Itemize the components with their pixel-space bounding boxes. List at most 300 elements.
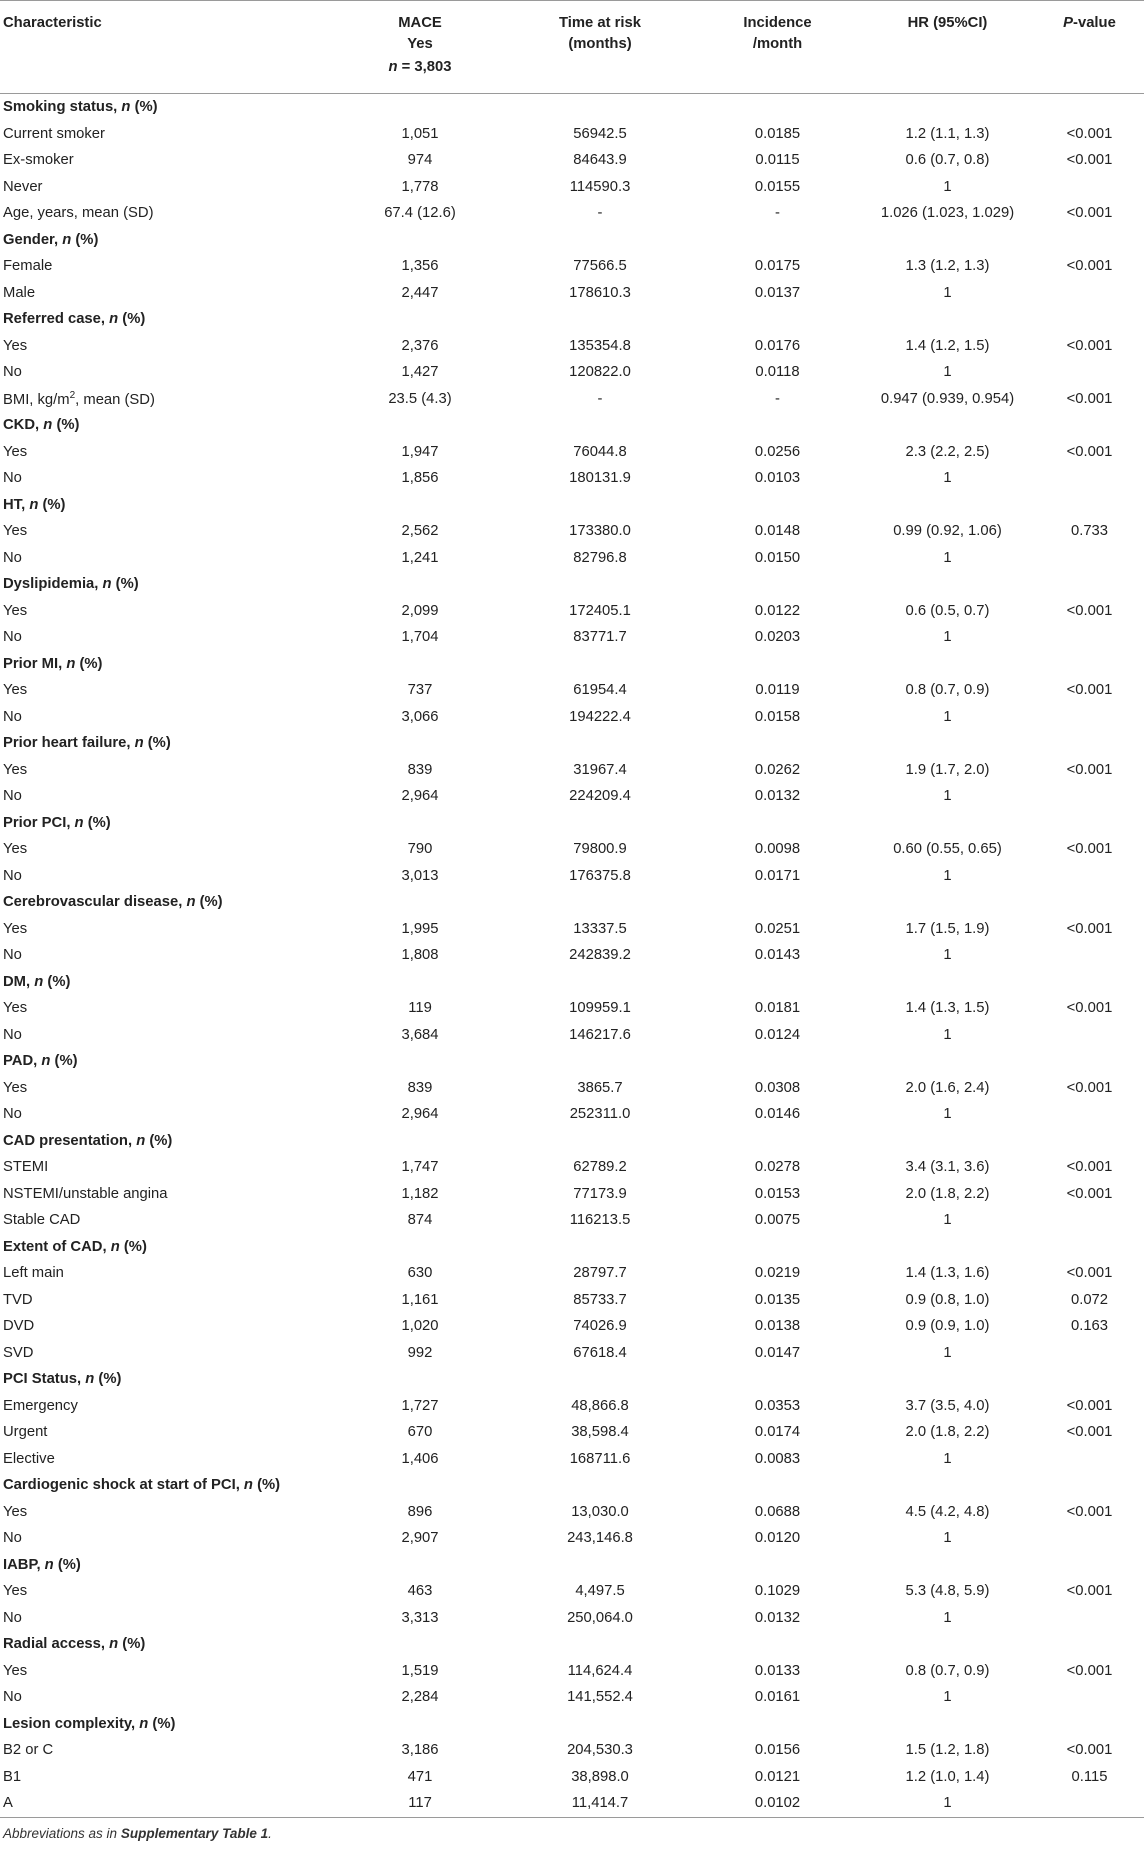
cell-incidence: 0.0278	[754, 1159, 801, 1176]
section-label: DM, n (%)	[3, 973, 71, 990]
cell-time-at-risk: 120822.0	[569, 364, 631, 381]
cell-incidence: 0.0121	[754, 1768, 801, 1785]
cell-time-at-risk: 204,530.3	[567, 1742, 633, 1759]
cell-characteristic: Left main	[3, 1265, 64, 1282]
section-label: PAD, n (%)	[3, 1053, 78, 1070]
cell-incidence: 0.0147	[754, 1344, 801, 1361]
cell-pvalue: 0.733	[1070, 523, 1109, 540]
cell-mace: 896	[407, 1503, 433, 1520]
section-label: Referred case, n (%)	[3, 311, 146, 328]
cell-hr: 1	[943, 1530, 952, 1547]
cell-incidence: 0.0124	[754, 1026, 801, 1043]
cell-incidence: 0.0256	[754, 443, 801, 460]
cell-mace: 1,051	[401, 125, 439, 142]
cell-pvalue	[1035, 280, 1144, 307]
cell-time-at-risk: -	[597, 205, 603, 222]
cell-hr: 1	[943, 1106, 952, 1123]
cell-hr: 0.6 (0.5, 0.7)	[905, 602, 990, 619]
cell-hr: 1	[943, 1212, 952, 1229]
cell-hr: 1	[943, 549, 952, 566]
cell-mace: 3,013	[401, 867, 439, 884]
cell-mace: 1,356	[401, 258, 439, 275]
cell-incidence: 0.0153	[754, 1185, 801, 1202]
cell-hr: 1	[943, 364, 952, 381]
cell-time-at-risk: 242839.2	[569, 947, 631, 964]
cell-characteristic: B2 or C	[3, 1742, 54, 1759]
cell-time-at-risk: 250,064.0	[567, 1609, 633, 1626]
cell-pvalue: 0.163	[1070, 1318, 1109, 1335]
cell-pvalue	[1035, 704, 1144, 731]
cell-hr: 0.8 (0.7, 0.9)	[905, 682, 990, 699]
section-row	[0, 1631, 1144, 1658]
table-row	[0, 757, 1144, 784]
cell-pvalue	[1035, 942, 1144, 969]
cell-hr: 1	[943, 947, 952, 964]
cell-time-at-risk: 224209.4	[569, 788, 631, 805]
table-row	[0, 704, 1144, 731]
cell-characteristic: A	[0, 1790, 335, 1817]
cell-pvalue: <0.001	[1066, 602, 1113, 619]
cell-mace: 630	[407, 1265, 433, 1282]
table-row	[0, 1684, 1144, 1711]
cell-mace: 1,519	[401, 1662, 439, 1679]
cell-mace: 67.4 (12.6)	[384, 205, 456, 222]
table-row	[0, 1658, 1144, 1685]
cell-incidence: 0.0146	[754, 1106, 801, 1123]
cell-pvalue: <0.001	[1066, 761, 1113, 778]
footnote: Abbreviations as in Supplementary Table 1.	[3, 1826, 272, 1841]
cell-time-at-risk: 79800.9	[573, 841, 627, 858]
cell-pvalue	[1035, 1525, 1144, 1552]
cell-characteristic: Current smoker	[3, 125, 105, 142]
cell-characteristic: Ex-smoker	[3, 152, 74, 169]
cell-incidence: 0.0075	[754, 1212, 801, 1229]
cell-incidence: 0.0161	[754, 1689, 801, 1706]
cell-incidence: 0.0135	[754, 1291, 801, 1308]
cell-pvalue	[1035, 1446, 1144, 1473]
footnote-ref: Supplementary Table 1	[120, 1826, 269, 1841]
cell-pvalue	[1035, 783, 1144, 810]
cell-hr: 1	[943, 470, 952, 487]
cell-mace: 1,808	[401, 947, 439, 964]
cell-pvalue: <0.001	[1066, 1662, 1113, 1679]
cell-hr: 1	[860, 1790, 1035, 1817]
cell-pvalue: <0.001	[1066, 1079, 1113, 1096]
cell-mace: 974	[407, 152, 433, 169]
cell-hr: 2.0 (1.8, 2.2)	[905, 1424, 990, 1441]
section-row	[0, 1711, 1144, 1738]
cell-pvalue	[1035, 863, 1144, 890]
cell-mace: 119	[408, 1000, 432, 1017]
cell-incidence: 0.0143	[754, 947, 801, 964]
cell-time-at-risk: 178610.3	[569, 284, 631, 301]
table-row	[0, 1419, 1144, 1446]
table-row	[0, 200, 1144, 227]
cell-mace: 790	[407, 841, 433, 858]
cell-hr: 3.4 (3.1, 3.6)	[905, 1159, 990, 1176]
section-row	[0, 969, 1144, 996]
cell-mace: 1,161	[401, 1291, 439, 1308]
section-row	[0, 730, 1144, 757]
header-characteristic: Characteristic	[0, 1, 335, 94]
cell-time-at-risk: 38,898.0	[571, 1768, 629, 1785]
cell-pvalue: <0.001	[1066, 258, 1113, 275]
cell-incidence: 0.0156	[754, 1742, 801, 1759]
table-row	[0, 1313, 1144, 1340]
cell-time-at-risk: 77173.9	[573, 1185, 627, 1202]
section-label: Radial access, n (%)	[3, 1636, 146, 1653]
table-row	[0, 624, 1144, 651]
cell-incidence: 0.0353	[754, 1397, 801, 1414]
cell-pvalue	[1035, 1605, 1144, 1632]
cell-incidence: 0.0098	[754, 841, 801, 858]
table-row	[0, 1287, 1144, 1314]
cell-characteristic: Yes	[3, 761, 28, 778]
table-row	[0, 1207, 1144, 1234]
cell-mace: 463	[407, 1583, 433, 1600]
cell-characteristic: Elective	[3, 1450, 55, 1467]
table-row	[0, 359, 1144, 386]
cell-incidence: 0.0203	[754, 629, 801, 646]
cell-hr: 2.3 (2.2, 2.5)	[905, 443, 990, 460]
header-incidence	[695, 1, 860, 94]
cell-incidence: 0.0219	[754, 1265, 801, 1282]
cell-characteristic: No	[3, 1026, 22, 1043]
cell-characteristic: No	[3, 788, 22, 805]
section-label: Prior MI, n (%)	[3, 655, 103, 672]
cell-characteristic: BMI, $kg/m^2$, mean (SD)	[3, 389, 155, 408]
table-row	[0, 1393, 1144, 1420]
cell-mace: 471	[407, 1768, 433, 1785]
section-row	[0, 492, 1144, 519]
cell-incidence: 0.1029	[754, 1583, 801, 1600]
section-row	[0, 1234, 1144, 1261]
cell-pvalue: <0.001	[1066, 1000, 1113, 1017]
cell-characteristic: Yes	[3, 602, 28, 619]
cell-time-at-risk: 82796.8	[573, 549, 627, 566]
cell-hr: 1.026 (1.023, 1.029)	[880, 205, 1015, 222]
cell-hr: 5.3 (4.8, 5.9)	[905, 1583, 990, 1600]
cell-mace: 23.5 (4.3)	[388, 390, 452, 407]
cell-time-at-risk: 135354.8	[569, 337, 631, 354]
cell-mace: 3,684	[401, 1026, 439, 1043]
cell-characteristic: Yes	[3, 682, 28, 699]
table-row	[0, 1446, 1144, 1473]
cell-hr: 0.8 (0.7, 0.9)	[905, 1662, 990, 1679]
section-row	[0, 810, 1144, 837]
cell-characteristic: Yes	[3, 1503, 28, 1520]
cell-mace: 2,284	[401, 1689, 439, 1706]
cell-mace: 1,727	[401, 1397, 439, 1414]
cell-characteristic: B1	[3, 1768, 22, 1785]
cell-mace: 1,020	[401, 1318, 439, 1335]
cell-incidence: 0.0102	[695, 1790, 860, 1817]
table-row	[0, 253, 1144, 280]
cell-mace: 3,313	[401, 1609, 439, 1626]
table-row	[0, 1101, 1144, 1128]
table-row	[0, 465, 1144, 492]
cell-incidence: -	[775, 390, 780, 407]
cell-time-at-risk: 11,414.7	[505, 1790, 695, 1817]
header-time	[505, 1, 695, 94]
cell-hr: 1	[943, 1689, 952, 1706]
header-mace	[335, 1, 505, 94]
section-row	[0, 94, 1144, 121]
table-row	[0, 1260, 1144, 1287]
cell-incidence: 0.0115	[755, 152, 800, 169]
cell-characteristic: Yes	[3, 523, 28, 540]
cell-pvalue	[1035, 1340, 1144, 1367]
cell-characteristic: Yes	[3, 1079, 28, 1096]
cell-mace: 737	[407, 682, 433, 699]
cell-time-at-risk: 180131.9	[569, 470, 631, 487]
cell-characteristic: No	[3, 1689, 22, 1706]
cell-mace: 117	[335, 1790, 505, 1817]
section-label: Gender, n (%)	[3, 231, 99, 248]
cell-characteristic: TVD	[3, 1291, 33, 1308]
cell-time-at-risk: 74026.9	[573, 1318, 627, 1335]
cell-characteristic: No	[3, 867, 22, 884]
section-row	[0, 651, 1144, 678]
cell-incidence: 0.0120	[754, 1530, 801, 1547]
cell-incidence: 0.0185	[754, 125, 801, 142]
cell-hr: 1.7 (1.5, 1.9)	[905, 920, 990, 937]
cell-time-at-risk: 109959.1	[569, 1000, 631, 1017]
section-label: Smoking status, n (%)	[3, 99, 158, 116]
cell-mace: 2,099	[401, 602, 439, 619]
table-row	[0, 1154, 1144, 1181]
cell-pvalue: <0.001	[1066, 125, 1113, 142]
table-row	[0, 121, 1144, 148]
cell-time-at-risk: 173380.0	[569, 523, 631, 540]
table-row	[0, 174, 1144, 201]
table-row	[0, 836, 1144, 863]
cell-time-at-risk: 3865.7	[577, 1079, 623, 1096]
cell-mace: 2,447	[401, 284, 439, 301]
section-row	[0, 889, 1144, 916]
cell-mace: 874	[407, 1212, 433, 1229]
cell-characteristic: NSTEMI/unstable angina	[3, 1185, 168, 1202]
table-row	[0, 1499, 1144, 1526]
cell-characteristic: SVD	[3, 1344, 34, 1361]
cell-pvalue: <0.001	[1066, 841, 1113, 858]
cell-mace: 839	[407, 761, 433, 778]
cell-hr: 2.0 (1.8, 2.2)	[905, 1185, 990, 1202]
cell-incidence: 0.0133	[754, 1662, 801, 1679]
table-row	[0, 518, 1144, 545]
table-row	[0, 863, 1144, 890]
cell-time-at-risk: 48,866.8	[571, 1397, 629, 1414]
table-row	[0, 916, 1144, 943]
cell-time-at-risk: 85733.7	[573, 1291, 627, 1308]
cell-pvalue: <0.001	[1066, 1742, 1113, 1759]
cell-hr: 1.2 (1.1, 1.3)	[905, 125, 990, 142]
section-row	[0, 1048, 1144, 1075]
cell-time-at-risk: 13,030.0	[571, 1503, 629, 1520]
cell-mace: 1,995	[401, 920, 439, 937]
cell-hr: 1	[943, 284, 952, 301]
cell-hr: 0.9 (0.8, 1.0)	[905, 1291, 990, 1308]
cell-pvalue	[1035, 624, 1144, 651]
cell-pvalue: <0.001	[1066, 920, 1113, 937]
cell-mace: 1,427	[401, 364, 439, 381]
cell-time-at-risk: 176375.8	[569, 867, 631, 884]
table-row	[0, 439, 1144, 466]
cell-characteristic: No	[3, 1106, 22, 1123]
cell-time-at-risk: 114,624.4	[567, 1662, 633, 1679]
cell-time-at-risk: 252311.0	[569, 1106, 631, 1123]
section-label: Dyslipidemia, n (%)	[3, 576, 139, 593]
cell-time-at-risk: 38,598.4	[571, 1424, 629, 1441]
cell-incidence: 0.0122	[754, 602, 801, 619]
cell-hr: 1.5 (1.2, 1.8)	[905, 1742, 990, 1759]
section-label: CKD, n (%)	[3, 417, 80, 434]
cell-pvalue: <0.001	[1066, 205, 1113, 222]
cell-time-at-risk: 56942.5	[573, 125, 627, 142]
cell-incidence: 0.0148	[754, 523, 801, 540]
section-label: CAD presentation, n (%)	[3, 1132, 173, 1149]
cell-mace: 3,066	[401, 708, 439, 725]
cell-hr: 0.99 (0.92, 1.06)	[893, 523, 1002, 540]
table-row	[0, 1605, 1144, 1632]
table-row	[0, 995, 1144, 1022]
cell-time-at-risk: 116213.5	[569, 1212, 631, 1229]
cell-hr: 1.4 (1.3, 1.6)	[905, 1265, 990, 1282]
table-header	[0, 1, 1144, 94]
cell-characteristic: Yes	[3, 1583, 28, 1600]
cell-characteristic: Yes	[3, 337, 28, 354]
cell-characteristic: Yes	[3, 1662, 28, 1679]
cell-pvalue	[1035, 359, 1144, 386]
table-row	[0, 677, 1144, 704]
cell-mace: 1,182	[401, 1185, 439, 1202]
cell-time-at-risk: 4,497.5	[575, 1583, 625, 1600]
section-row	[0, 1552, 1144, 1579]
header-incidence-line1: Incidence	[743, 15, 812, 31]
cell-characteristic: Yes	[3, 443, 28, 460]
cell-incidence: -	[775, 205, 780, 222]
cell-pvalue	[1035, 1022, 1144, 1049]
cell-time-at-risk: 84643.9	[573, 152, 627, 169]
cell-mace: 2,376	[401, 337, 439, 354]
cell-hr: 1	[943, 1450, 952, 1467]
cell-time-at-risk: 83771.7	[573, 629, 627, 646]
cell-characteristic: DVD	[3, 1318, 35, 1335]
section-label: Lesion complexity, n (%)	[3, 1715, 176, 1732]
cell-hr: 1.4 (1.2, 1.5)	[905, 337, 990, 354]
cell-pvalue: <0.001	[1066, 152, 1113, 169]
cell-pvalue: 0.115	[1071, 1768, 1108, 1785]
cell-mace: 1,856	[401, 470, 439, 487]
section-row	[0, 227, 1144, 254]
cell-hr: 1.2 (1.0, 1.4)	[905, 1768, 990, 1785]
cell-hr: 1.9 (1.7, 2.0)	[905, 761, 990, 778]
section-row	[0, 1472, 1144, 1499]
cell-pvalue: <0.001	[1066, 390, 1113, 407]
cell-characteristic: No	[3, 364, 22, 381]
cell-characteristic: No	[3, 470, 22, 487]
table-row	[0, 1075, 1144, 1102]
cell-characteristic: No	[3, 549, 22, 566]
cell-incidence: 0.0083	[754, 1450, 801, 1467]
table-row	[0, 1525, 1144, 1552]
cell-time-at-risk: 194222.4	[569, 708, 631, 725]
cell-pvalue	[1035, 174, 1144, 201]
table-row	[0, 147, 1144, 174]
table-row	[0, 545, 1144, 572]
cell-time-at-risk: 141,552.4	[567, 1689, 633, 1706]
cell-time-at-risk: 146217.6	[569, 1026, 631, 1043]
cell-hr: 1	[943, 1344, 952, 1361]
table-row	[0, 333, 1144, 360]
cell-time-at-risk: 114590.3	[569, 178, 631, 195]
section-label: Extent of CAD, n (%)	[3, 1238, 147, 1255]
section-row	[0, 1366, 1144, 1393]
section-label: HT, n (%)	[3, 496, 66, 513]
cell-pvalue: <0.001	[1066, 1583, 1113, 1600]
header-mace-n: n = 3,803	[388, 59, 452, 75]
cell-time-at-risk: 76044.8	[573, 443, 627, 460]
cell-hr: 3.7 (3.5, 4.0)	[905, 1397, 990, 1414]
header-mace-line1: MACE	[398, 15, 442, 31]
cell-time-at-risk: 172405.1	[569, 602, 631, 619]
section-label: Cardiogenic shock at start of PCI, n (%)	[3, 1477, 281, 1494]
table-row	[0, 598, 1144, 625]
cell-pvalue: <0.001	[1066, 1185, 1113, 1202]
cell-pvalue: <0.001	[1066, 682, 1113, 699]
cell-hr: 0.947 (0.939, 0.954)	[880, 390, 1015, 407]
section-label: IABP, n (%)	[3, 1556, 81, 1573]
header-pvalue: P-value	[1035, 1, 1144, 94]
cell-incidence: 0.0308	[754, 1079, 801, 1096]
table-row	[0, 1737, 1144, 1764]
cell-mace: 1,406	[401, 1450, 439, 1467]
cell-hr: 1	[943, 629, 952, 646]
cell-time-at-risk: 13337.5	[573, 920, 627, 937]
table-row	[0, 1022, 1144, 1049]
cell-characteristic: Female	[3, 258, 53, 275]
cell-mace: 1,704	[401, 629, 439, 646]
cell-hr: 1	[943, 788, 952, 805]
cell-characteristic: No	[3, 1609, 22, 1626]
cell-pvalue: <0.001	[1066, 1424, 1113, 1441]
cell-mace: 3,186	[401, 1742, 439, 1759]
cell-characteristic: No	[3, 708, 22, 725]
cell-hr: 0.6 (0.7, 0.8)	[905, 152, 990, 169]
cell-incidence: 0.0171	[754, 867, 801, 884]
cell-hr: 0.60 (0.55, 0.65)	[893, 841, 1002, 858]
header-mace-line2: Yes	[407, 36, 433, 52]
cell-pvalue	[1035, 1207, 1144, 1234]
cell-hr: 0.9 (0.9, 1.0)	[905, 1318, 990, 1335]
cell-mace: 1,778	[401, 178, 439, 195]
cell-hr: 1	[943, 867, 952, 884]
section-label: Cerebrovascular disease, n (%)	[3, 894, 223, 911]
cell-characteristic: Yes	[3, 1000, 28, 1017]
cell-hr: 1	[943, 1609, 952, 1626]
cell-pvalue	[1035, 465, 1144, 492]
cell-characteristic: No	[3, 629, 22, 646]
header-incidence-line2: /month	[752, 36, 803, 52]
cell-incidence: 0.0158	[754, 708, 801, 725]
table-row	[0, 1790, 1144, 1817]
cell-pvalue: <0.001	[1066, 337, 1113, 354]
cell-time-at-risk: 61954.4	[573, 682, 627, 699]
cell-characteristic: Never	[3, 178, 43, 195]
cell-incidence: 0.0181	[754, 1000, 801, 1017]
cell-time-at-risk: 28797.7	[573, 1265, 627, 1282]
cell-hr: 1.3 (1.2, 1.3)	[905, 258, 990, 275]
